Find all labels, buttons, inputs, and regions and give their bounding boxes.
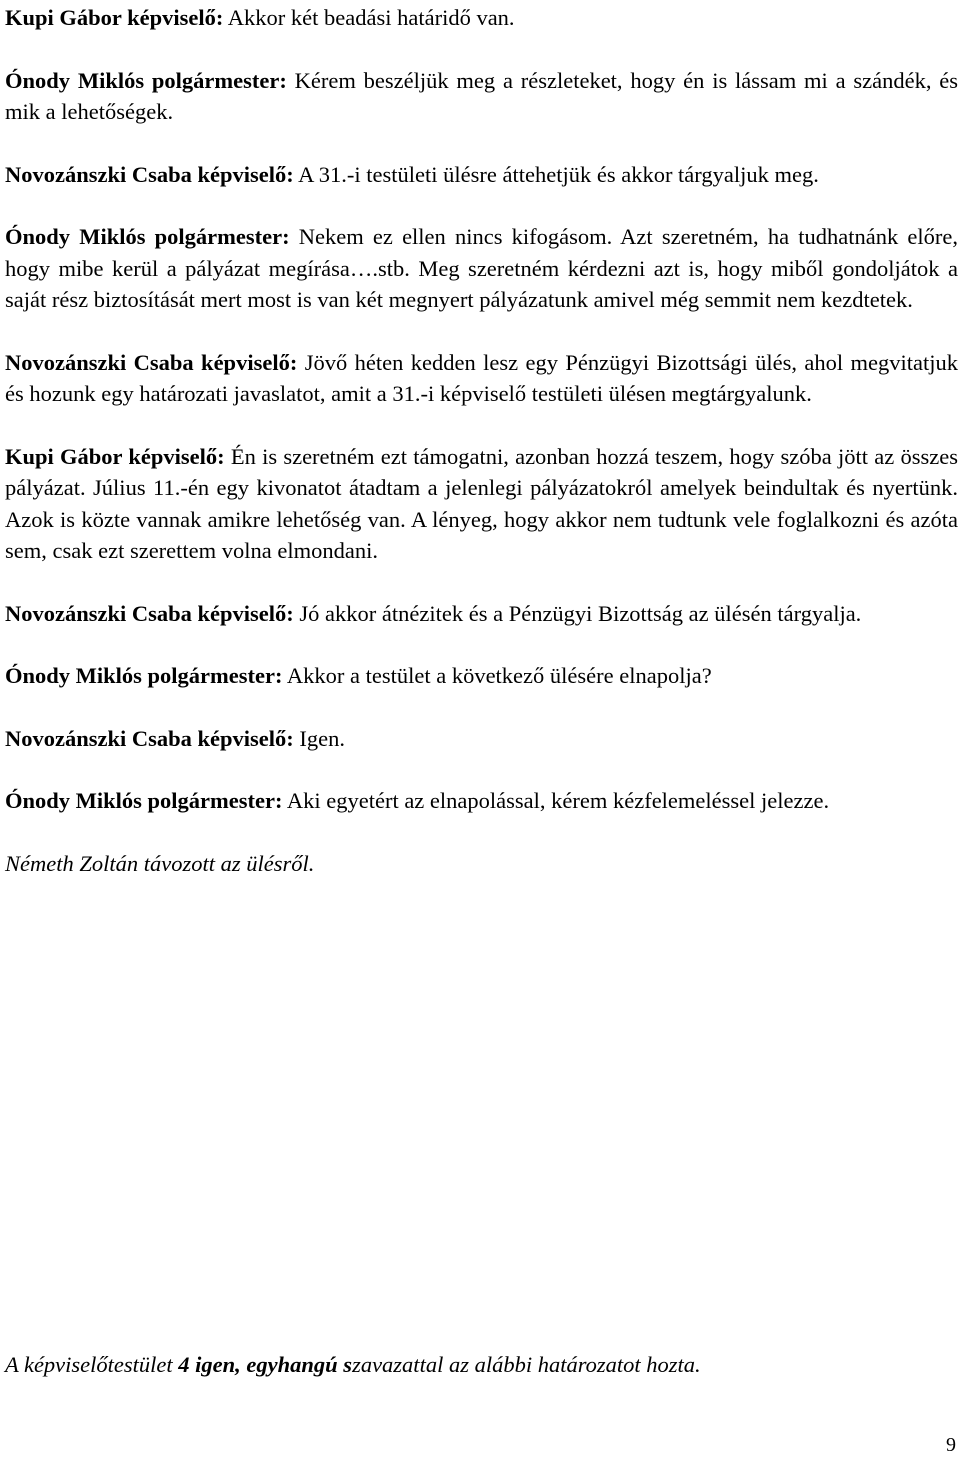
page-number: 9 bbox=[946, 1434, 956, 1456]
speaker-name: Ónody Miklós polgármester: bbox=[5, 67, 287, 93]
speech-text: Nekem ez ellen nincs kifogásom. Azt szeretném, ha tudhatnánk előre, hogy mibe kerül a pályázat megírása….stb. Meg szeretném kérdezni azt is, hogy miből gondoljátok a saját rész biztosítását mert most is van két megnyert pályázatunk amivel még semmit nem kezdtetek. bbox=[5, 224, 959, 312]
paragraph bbox=[5, 598, 958, 630]
speech-text: Kérem beszéljük meg a részleteket, hogy én is lássam mi a szándék, és mik a lehetőségek. bbox=[5, 67, 959, 124]
speech-text: Jó akkor átnézitek és a Pénzügyi Bizottság az ülésén tárgyalja. bbox=[293, 600, 862, 626]
vote-count: 4 igen, egyhangú s bbox=[178, 1352, 353, 1377]
speech-text: Aki egyetért az elnapolással, kérem kézfelemeléssel jelezze. bbox=[282, 788, 830, 813]
speech-text: Jövő héten kedden lesz egy Pénzügyi Bizottsági ülés, ahol megvitatjuk és hozunk egy határozati javaslatot, amit a 31.-i képviselő testületi ülésen megtárgyalunk. bbox=[5, 349, 958, 406]
paragraph bbox=[5, 221, 958, 316]
speaker-name: Ónody Miklós polgármester: bbox=[5, 788, 283, 813]
speaker-name: Novozánszki Csaba képviselő: bbox=[5, 161, 294, 187]
paragraph bbox=[5, 0, 958, 34]
speech-text: Akkor két beadási határidő van. bbox=[223, 5, 515, 30]
vote-text-start: A képviselőtestület bbox=[5, 1352, 179, 1377]
speaker-name: Kupi Gábor képviselő: bbox=[5, 443, 225, 469]
speaker-name: Ónody Miklós polgármester: bbox=[5, 663, 283, 688]
paragraph bbox=[5, 441, 958, 567]
paragraph bbox=[5, 785, 958, 817]
document-body bbox=[5, 0, 958, 879]
speaker-name: Kupi Gábor képviselő: bbox=[5, 5, 224, 30]
speaker-name: Novozánszki Csaba képviselő: bbox=[5, 725, 294, 751]
speech-text: A 31.-i testületi ülésre áttehetjük és akkor tárgyaljuk meg. bbox=[293, 161, 819, 187]
paragraph bbox=[5, 159, 958, 191]
paragraph bbox=[5, 660, 958, 692]
speech-text: Igen. bbox=[293, 725, 346, 751]
paragraph bbox=[5, 65, 958, 128]
departure-note: Németh Zoltán távozott az ülésről. bbox=[5, 850, 315, 876]
speaker-name: Novozánszki Csaba képviselő: bbox=[5, 349, 298, 375]
paragraph bbox=[5, 347, 958, 410]
vote-text-end: zavazattal az alábbi határozatot hozta. bbox=[352, 1352, 701, 1377]
vote-statement bbox=[5, 1349, 958, 1381]
speaker-name: Ónody Miklós polgármester: bbox=[5, 224, 290, 249]
paragraph bbox=[5, 723, 958, 755]
speaker-name: Novozánszki Csaba képviselő: bbox=[5, 600, 294, 626]
speech-text: Én is szeretném ezt támogatni, azonban hozzá teszem, hogy szóba jött az összes pályázat. Július 11.-én egy kivonatot átadtam a jelenlegi pályázatokról amelyek beindultak és nyertünk. Azok is közte vannak amikre lehetőség van. A lényeg, hogy akkor nem tudtunk vele foglalkozni és azóta sem, csak ezt szerettem volna elmondani. bbox=[5, 443, 958, 563]
speech-text: Akkor a testület a következő ülésére elnapolja? bbox=[282, 663, 712, 688]
